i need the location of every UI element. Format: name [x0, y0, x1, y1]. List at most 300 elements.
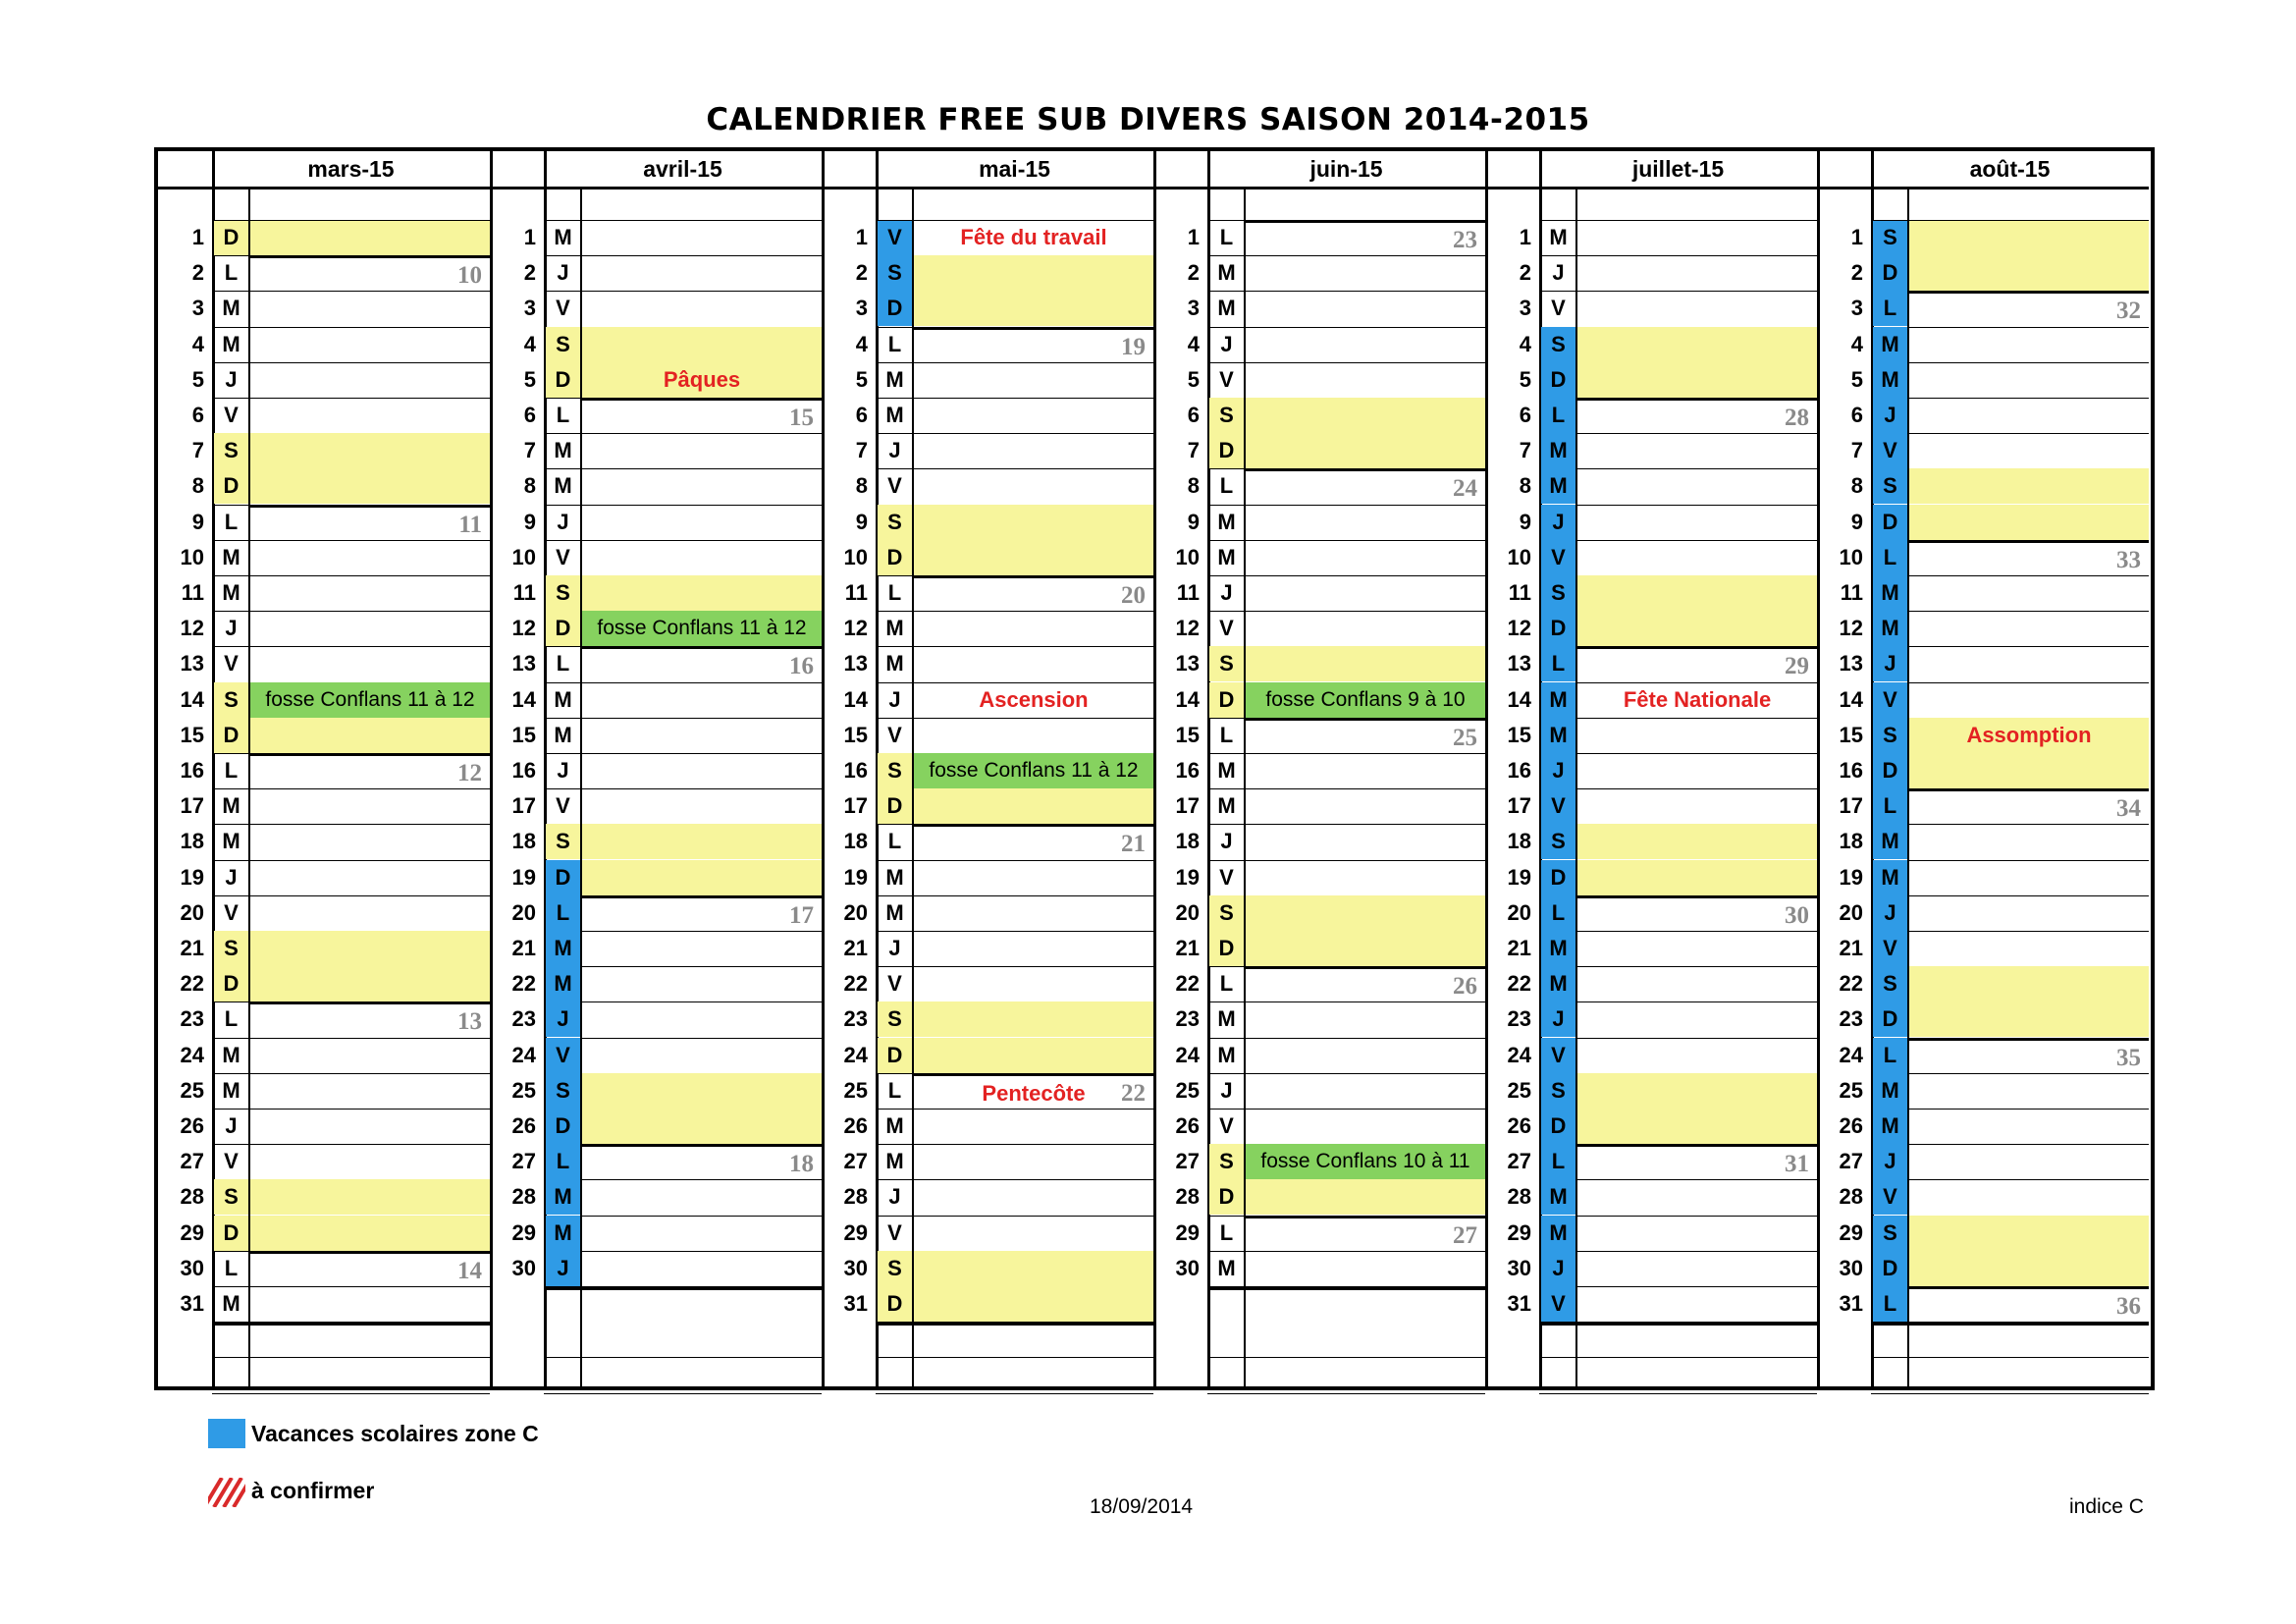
page-title: CALENDRIER FREE SUB DIVERS SAISON 2014-2015	[706, 102, 1590, 137]
day-cell[interactable]	[1246, 682, 1485, 718]
day-cell[interactable]	[582, 291, 822, 326]
day-cell[interactable]	[1909, 362, 2149, 398]
day-letter: M	[222, 580, 240, 605]
day-letter: M	[554, 225, 572, 249]
day-number: 30	[511, 1255, 536, 1280]
day-cell[interactable]	[914, 1179, 1153, 1215]
day-cell[interactable]	[1909, 220, 2149, 255]
day-cell[interactable]	[582, 611, 822, 646]
day-cell[interactable]	[1577, 1216, 1817, 1251]
day-cell[interactable]	[250, 1001, 490, 1037]
day-cell[interactable]	[1577, 1144, 1817, 1179]
day-cell[interactable]	[250, 1216, 490, 1251]
day-cell[interactable]	[1909, 931, 2149, 966]
day-letter: J	[557, 509, 569, 534]
day-letter: M	[222, 1042, 240, 1067]
day-cell[interactable]	[582, 220, 822, 255]
day-number: 20	[1839, 899, 1863, 925]
day-letter: S	[878, 753, 912, 788]
vacation-legend-label: Vacances scolaires zone C	[251, 1421, 539, 1446]
day-cell[interactable]	[914, 966, 1153, 1001]
day-cell[interactable]	[1909, 1038, 2149, 1073]
day-cell[interactable]	[914, 1109, 1153, 1144]
day-letter: M	[1873, 611, 1907, 646]
day-cell[interactable]	[1577, 895, 1817, 931]
day-cell[interactable]	[582, 1073, 822, 1109]
day-cell[interactable]	[1577, 646, 1817, 681]
day-cell[interactable]	[250, 1179, 490, 1215]
day-number: 19	[511, 864, 536, 890]
day-cell[interactable]	[914, 1216, 1153, 1251]
day-number: 27	[1175, 1149, 1200, 1174]
day-number: 1	[1850, 225, 1863, 249]
day-cell[interactable]	[250, 1251, 490, 1286]
day-cell[interactable]	[914, 860, 1153, 895]
day-cell[interactable]	[250, 1073, 490, 1109]
day-cell[interactable]	[1246, 1109, 1485, 1144]
day-cell[interactable]	[1909, 327, 2149, 362]
day-cell[interactable]	[1246, 291, 1485, 326]
day-number: 30	[843, 1255, 868, 1280]
day-cell[interactable]	[1246, 788, 1485, 824]
day-cell[interactable]	[1246, 646, 1485, 681]
day-cell[interactable]	[1246, 327, 1485, 362]
day-cell[interactable]	[914, 611, 1153, 646]
day-letter: J	[1220, 580, 1233, 605]
day-letter: M	[1217, 509, 1236, 534]
day-letter: D	[546, 1109, 580, 1144]
week-number: 34	[2116, 795, 2141, 823]
day-cell[interactable]	[1246, 753, 1485, 788]
day-cell[interactable]	[582, 895, 822, 931]
day-cell[interactable]	[582, 540, 822, 575]
day-cell[interactable]	[1246, 611, 1485, 646]
week-number: 33	[2116, 546, 2141, 573]
day-cell[interactable]	[1577, 1251, 1817, 1286]
day-letter: V	[556, 544, 570, 569]
day-cell[interactable]	[1577, 753, 1817, 788]
day-cell[interactable]	[250, 1144, 490, 1179]
day-cell[interactable]	[1246, 398, 1485, 433]
day-cell[interactable]	[914, 718, 1153, 753]
day-cell[interactable]	[914, 255, 1153, 291]
day-cell[interactable]	[250, 220, 490, 255]
day-cell[interactable]	[582, 860, 822, 895]
day-cell[interactable]	[1577, 575, 1817, 611]
day-letter: L	[1873, 291, 1907, 326]
day-cell[interactable]	[1246, 255, 1485, 291]
day-cell[interactable]	[250, 1286, 490, 1322]
day-cell[interactable]	[250, 327, 490, 362]
day-letter: S	[878, 255, 912, 291]
day-number: 10	[1175, 544, 1200, 569]
day-number: 23	[511, 1006, 536, 1032]
day-letter: M	[546, 931, 580, 966]
day-cell[interactable]	[250, 753, 490, 788]
holiday-label: Pâques	[663, 366, 741, 392]
day-cell[interactable]	[1909, 788, 2149, 824]
day-number: 17	[843, 793, 868, 819]
day-cell[interactable]	[582, 1216, 822, 1251]
day-number: 4	[855, 331, 868, 356]
day-cell[interactable]	[914, 1144, 1153, 1179]
day-cell[interactable]	[1577, 860, 1817, 895]
day-number: 9	[1187, 509, 1200, 534]
day-letter: J	[888, 936, 901, 960]
day-letter: S	[1873, 966, 1907, 1001]
day-letter: M	[222, 1291, 240, 1316]
day-cell[interactable]	[582, 575, 822, 611]
day-number: 26	[1175, 1113, 1200, 1138]
day-letter: S	[1541, 575, 1575, 611]
day-number: 9	[523, 509, 536, 534]
day-cell[interactable]	[1577, 788, 1817, 824]
day-cell[interactable]	[914, 398, 1153, 433]
day-cell[interactable]	[1246, 540, 1485, 575]
day-cell[interactable]	[1909, 718, 2149, 753]
day-cell[interactable]	[582, 646, 822, 681]
day-number: 19	[1175, 864, 1200, 890]
day-number: 8	[1519, 473, 1531, 499]
day-cell[interactable]	[582, 824, 822, 859]
day-cell[interactable]	[1246, 1073, 1485, 1109]
day-cell[interactable]	[1909, 575, 2149, 611]
day-letter: D	[1873, 1001, 1907, 1037]
day-cell[interactable]	[1246, 718, 1485, 753]
day-cell[interactable]	[1246, 220, 1485, 255]
day-cell[interactable]	[914, 931, 1153, 966]
day-cell[interactable]	[914, 753, 1153, 788]
day-number: 19	[1507, 864, 1531, 890]
day-cell[interactable]	[1246, 1216, 1485, 1251]
day-cell[interactable]	[582, 1144, 822, 1179]
day-number: 6	[1519, 403, 1531, 427]
day-number: 18	[511, 829, 536, 854]
day-cell[interactable]	[1577, 931, 1817, 966]
day-number: 8	[1187, 473, 1200, 499]
day-number: 29	[180, 1219, 204, 1245]
day-number: 6	[855, 403, 868, 427]
day-letter: V	[887, 473, 902, 499]
day-cell[interactable]	[1909, 1144, 2149, 1179]
day-cell[interactable]	[1246, 433, 1485, 468]
day-cell[interactable]	[1909, 753, 2149, 788]
day-cell[interactable]	[250, 895, 490, 931]
day-cell[interactable]	[1577, 1073, 1817, 1109]
day-cell[interactable]	[1246, 1001, 1485, 1037]
day-letter: M	[885, 864, 904, 890]
day-cell[interactable]	[582, 682, 822, 718]
day-cell[interactable]	[1909, 505, 2149, 540]
day-cell[interactable]	[1577, 468, 1817, 504]
day-cell[interactable]	[1246, 362, 1485, 398]
day-cell[interactable]	[1577, 398, 1817, 433]
day-letter: L	[1541, 646, 1575, 681]
day-letter: V	[556, 296, 570, 321]
session-label: fosse Conflans 11 à 12	[265, 687, 475, 711]
day-number: 2	[855, 260, 868, 286]
day-cell[interactable]	[1246, 1144, 1485, 1179]
day-cell[interactable]	[582, 1179, 822, 1215]
day-number: 28	[1507, 1184, 1531, 1210]
day-cell[interactable]	[914, 468, 1153, 504]
day-letter: S	[546, 824, 580, 859]
day-cell[interactable]	[250, 468, 490, 504]
day-cell[interactable]	[250, 682, 490, 718]
day-letter: M	[1217, 793, 1236, 819]
day-cell[interactable]	[914, 433, 1153, 468]
day-letter: L	[546, 895, 580, 931]
day-cell[interactable]	[582, 1251, 822, 1286]
day-cell[interactable]	[250, 291, 490, 326]
day-number: 16	[1839, 758, 1863, 783]
day-number: 10	[1507, 544, 1531, 569]
day-cell[interactable]	[1577, 540, 1817, 575]
day-letter: M	[885, 616, 904, 641]
day-cell[interactable]	[582, 1001, 822, 1037]
day-cell[interactable]	[1246, 860, 1485, 895]
hatch-icon	[208, 1478, 245, 1507]
day-cell[interactable]	[1909, 1251, 2149, 1286]
day-cell[interactable]	[250, 611, 490, 646]
day-number: 21	[843, 936, 868, 960]
day-letter: M	[885, 1113, 904, 1138]
day-cell[interactable]	[1577, 611, 1817, 646]
day-cell[interactable]	[250, 1109, 490, 1144]
day-letter: V	[224, 651, 239, 677]
day-letter: J	[888, 1184, 901, 1210]
day-cell[interactable]	[1577, 433, 1817, 468]
day-cell[interactable]	[582, 505, 822, 540]
day-cell[interactable]	[250, 255, 490, 291]
day-cell[interactable]	[1577, 1109, 1817, 1144]
day-cell[interactable]	[1909, 291, 2149, 326]
day-letter: L	[1541, 1144, 1575, 1179]
day-letter: M	[1541, 468, 1575, 504]
day-cell[interactable]	[914, 575, 1153, 611]
day-letter: L	[887, 1077, 902, 1103]
day-letter: M	[222, 544, 240, 569]
day-letter: V	[1873, 1179, 1907, 1215]
day-cell[interactable]	[582, 1038, 822, 1073]
day-cell[interactable]	[914, 1038, 1153, 1073]
day-cell[interactable]	[1577, 718, 1817, 753]
day-cell[interactable]	[1909, 1073, 2149, 1109]
day-cell[interactable]	[1577, 1038, 1817, 1073]
day-letter: V	[546, 1038, 580, 1073]
day-cell[interactable]	[914, 788, 1153, 824]
day-letter: V	[1541, 540, 1575, 575]
day-number: 17	[1507, 793, 1531, 819]
day-cell[interactable]	[1246, 468, 1485, 504]
day-number: 18	[1839, 829, 1863, 854]
day-number: 11	[1176, 580, 1200, 605]
day-cell[interactable]	[914, 220, 1153, 255]
day-number: 17	[511, 793, 536, 819]
day-cell[interactable]	[914, 1073, 1153, 1109]
day-cell[interactable]	[1246, 1251, 1485, 1286]
day-cell[interactable]	[1909, 1109, 2149, 1144]
day-letter: M	[554, 686, 572, 712]
day-cell[interactable]	[1909, 1286, 2149, 1322]
day-letter: J	[888, 438, 901, 463]
day-letter: L	[556, 651, 570, 677]
day-number: 21	[1507, 936, 1531, 960]
day-number: 1	[1187, 225, 1200, 249]
day-cell[interactable]	[1577, 682, 1817, 718]
day-cell[interactable]	[914, 362, 1153, 398]
day-cell[interactable]	[1246, 1038, 1485, 1073]
day-cell[interactable]	[1577, 291, 1817, 326]
day-cell[interactable]	[1577, 824, 1817, 859]
day-cell[interactable]	[582, 966, 822, 1001]
day-cell[interactable]	[1246, 931, 1485, 966]
day-cell[interactable]	[582, 468, 822, 504]
day-cell[interactable]	[1577, 1001, 1817, 1037]
month-header: avril-15	[544, 151, 822, 189]
day-letter: L	[887, 331, 902, 356]
day-number: 10	[180, 544, 204, 569]
day-cell[interactable]	[1246, 824, 1485, 859]
day-cell[interactable]	[250, 433, 490, 468]
day-cell[interactable]	[1909, 468, 2149, 504]
footer-date: 18/09/2014	[1090, 1495, 1194, 1518]
day-cell[interactable]	[1909, 433, 2149, 468]
day-cell[interactable]	[582, 931, 822, 966]
day-cell[interactable]	[1909, 824, 2149, 859]
day-number: 11	[844, 580, 868, 605]
day-number: 13	[511, 651, 536, 677]
day-cell[interactable]	[1909, 1001, 2149, 1037]
day-cell[interactable]	[582, 788, 822, 824]
day-cell[interactable]	[1577, 362, 1817, 398]
day-cell[interactable]	[1246, 505, 1485, 540]
day-cell[interactable]	[1909, 682, 2149, 718]
day-cell[interactable]	[914, 1251, 1153, 1286]
day-cell[interactable]	[582, 718, 822, 753]
day-cell[interactable]	[1246, 1179, 1485, 1215]
day-cell[interactable]	[1577, 255, 1817, 291]
day-number: 23	[1175, 1006, 1200, 1032]
day-cell[interactable]	[250, 362, 490, 398]
day-cell[interactable]	[582, 433, 822, 468]
week-number: 26	[1453, 973, 1477, 1001]
day-cell[interactable]	[1909, 966, 2149, 1001]
day-cell[interactable]	[582, 1109, 822, 1144]
day-letter: D	[878, 291, 912, 326]
day-cell[interactable]	[250, 398, 490, 433]
day-cell[interactable]	[582, 362, 822, 398]
day-letter: D	[214, 718, 248, 753]
day-cell[interactable]	[914, 682, 1153, 718]
day-cell[interactable]	[1246, 966, 1485, 1001]
day-cell[interactable]	[914, 540, 1153, 575]
day-cell[interactable]	[250, 860, 490, 895]
day-cell[interactable]	[914, 291, 1153, 326]
day-cell[interactable]	[914, 505, 1153, 540]
day-letter: S	[1541, 824, 1575, 859]
day-cell[interactable]	[1909, 1179, 2149, 1215]
day-letter: S	[1209, 646, 1244, 681]
day-cell[interactable]	[582, 327, 822, 362]
day-letter: V	[887, 722, 902, 747]
day-letter: S	[1873, 468, 1907, 504]
day-cell[interactable]	[250, 1038, 490, 1073]
week-number: 28	[1785, 405, 1809, 431]
day-number: 12	[180, 616, 204, 641]
day-cell[interactable]	[250, 505, 490, 540]
day-cell[interactable]	[250, 931, 490, 966]
day-cell[interactable]	[250, 966, 490, 1001]
day-cell[interactable]	[1577, 966, 1817, 1001]
day-letter: M	[885, 651, 904, 677]
day-cell[interactable]	[1577, 220, 1817, 255]
day-cell[interactable]	[1909, 611, 2149, 646]
week-number: 21	[1121, 831, 1146, 858]
holiday-label: Pentecôte	[982, 1080, 1086, 1106]
day-cell[interactable]	[1577, 1179, 1817, 1215]
day-cell[interactable]	[250, 575, 490, 611]
day-cell[interactable]	[1577, 505, 1817, 540]
day-cell[interactable]	[914, 824, 1153, 859]
day-letter: S	[1541, 1073, 1575, 1109]
day-cell[interactable]	[1909, 398, 2149, 433]
day-cell[interactable]	[250, 646, 490, 681]
day-cell[interactable]	[1246, 895, 1485, 931]
day-letter: M	[1217, 1255, 1236, 1280]
day-cell[interactable]	[1577, 1286, 1817, 1322]
day-cell[interactable]	[582, 398, 822, 433]
day-cell[interactable]	[1909, 860, 2149, 895]
day-number: 28	[843, 1184, 868, 1210]
day-number: 12	[1839, 616, 1863, 641]
day-cell[interactable]	[914, 1001, 1153, 1037]
to-confirm-legend-swatch	[208, 1478, 245, 1507]
day-letter: S	[1209, 398, 1244, 433]
day-cell[interactable]	[1577, 327, 1817, 362]
to-confirm-legend-label: à confirmer	[251, 1478, 375, 1503]
day-cell[interactable]	[914, 327, 1153, 362]
day-cell[interactable]	[582, 255, 822, 291]
day-cell[interactable]	[250, 788, 490, 824]
day-letter: D	[1873, 753, 1907, 788]
day-number: 15	[843, 722, 868, 747]
day-cell[interactable]	[914, 1286, 1153, 1322]
day-number: 7	[1519, 438, 1531, 463]
day-number: 17	[1839, 793, 1863, 819]
day-cell[interactable]	[1909, 895, 2149, 931]
day-letter: S	[1541, 327, 1575, 362]
day-letter: J	[1220, 829, 1233, 854]
day-cell[interactable]	[1909, 540, 2149, 575]
week-number: 12	[457, 760, 482, 786]
day-cell[interactable]	[1246, 575, 1485, 611]
day-cell[interactable]	[914, 646, 1153, 681]
day-number: 11	[1840, 580, 1863, 605]
day-cell[interactable]	[250, 718, 490, 753]
day-cell[interactable]	[914, 895, 1153, 931]
day-number: 5	[191, 366, 204, 392]
day-cell[interactable]	[1909, 255, 2149, 291]
day-number: 13	[1507, 651, 1531, 677]
day-cell[interactable]	[1909, 646, 2149, 681]
day-cell[interactable]	[582, 753, 822, 788]
day-number: 27	[511, 1149, 536, 1174]
day-cell[interactable]	[250, 540, 490, 575]
day-cell[interactable]	[1909, 1216, 2149, 1251]
day-number: 14	[1839, 686, 1863, 712]
day-cell[interactable]	[250, 824, 490, 859]
